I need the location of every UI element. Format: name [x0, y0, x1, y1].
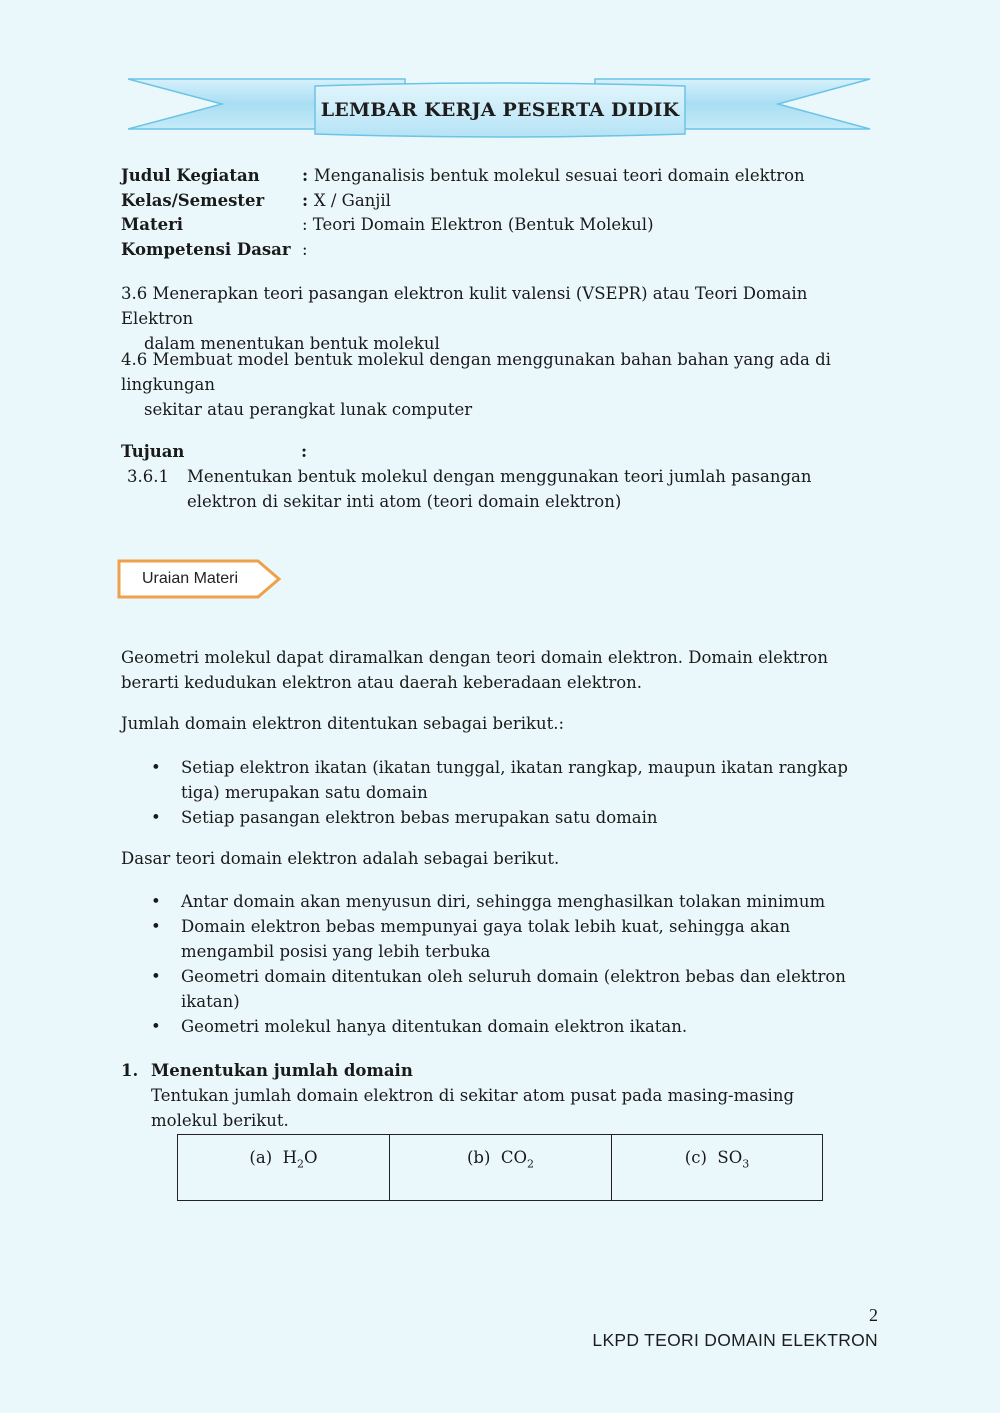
competency-3-6: [121, 281, 881, 356]
list-item: • Antar domain akan menyusun diri, sehingga menghasilkan tolakan minimum: [151, 892, 826, 911]
competency-3-6-line2: dalam menentukan bentuk molekul: [144, 334, 440, 353]
info-judul: Judul Kegiatan : Menganalisis bentuk molekul sesuai teori domain elektron: [121, 164, 805, 188]
list-item: • Geometri domain ditentukan oleh seluruh domain (elektron bebas dan elektron ikatan): [151, 967, 846, 1011]
info-kompetensi: [121, 238, 308, 262]
list-item: • Setiap pasangan elektron bebas merupakan satu domain: [151, 808, 658, 827]
kd-value: :: [302, 240, 308, 259]
competency-4-6-line2: sekitar atau perangkat lunak computer: [144, 400, 473, 419]
footer-title: LKPD TEORI DOMAIN ELEKTRON: [592, 1330, 878, 1350]
exercise-title: [121, 1058, 413, 1083]
competency-3-6-line1: 3.6 Menerapkan teori pasangan elektron kulit valensi (VSEPR) atau Teori Domain Elektron: [121, 284, 808, 328]
list-item: • Domain elektron bebas mempunyai gaya tolak lebih kuat, sehingga akan mengambil posisi yang lebih terbuka: [151, 917, 791, 961]
info-kelas: Kelas/Semester : X / Ganjil: [121, 189, 391, 213]
jumlah-paragraph: Jumlah domain elektron ditentukan sebagai berikut.:: [121, 714, 565, 733]
tujuan-colon: :: [301, 442, 308, 461]
exercise-number: 1.: [121, 1061, 139, 1080]
molecule-cell-co2[interactable]: (b) $CO_2$: [390, 1135, 612, 1201]
kd-label: Kompetensi Dasar: [121, 240, 291, 259]
materi-value: : Teori Domain Elektron (Bentuk Molekul): [302, 215, 654, 234]
kelas-label: Kelas/Semester: [121, 191, 265, 210]
page-title: LEMBAR KERJA PESERTA DIDIK: [320, 99, 680, 121]
dasar-paragraph: Dasar teori domain elektron adalah sebagai berikut.: [121, 849, 560, 868]
competency-4-6: [121, 347, 881, 422]
molecule-cell-h2o[interactable]: (a) $H_2O$: [178, 1135, 390, 1201]
molecule-cell-so3[interactable]: (c) $SO_3$: [612, 1135, 823, 1201]
list-item: • Geometri molekul hanya ditentukan domain elektron ikatan.: [151, 1017, 688, 1036]
section-tag-label: Uraian Materi: [142, 570, 239, 587]
exercise-title-text: Menentukan jumlah domain: [151, 1061, 413, 1080]
tujuan-number: 3.6.1: [127, 467, 169, 486]
list-item: • Setiap elektron ikatan (ikatan tunggal, ikatan rangkap, maupun ikatan rangkap tiga) merupakan satu domain: [151, 758, 848, 802]
page-number: 2: [869, 1305, 878, 1325]
info-materi: [121, 213, 654, 237]
competency-4-6-line1: 4.6 Membuat model bentuk molekul dengan menggunakan bahan bahan yang ada di lingkungan: [121, 350, 831, 394]
molecule-table: [177, 1134, 823, 1201]
exercise-description: Tentukan jumlah domain elektron di sekitar atom pusat pada masing-masing molekul berikut.: [151, 1086, 795, 1130]
tujuan-label: Tujuan: [121, 442, 185, 461]
jumlah-bullet-list: [121, 755, 881, 830]
dasar-bullet-list: [121, 889, 881, 1039]
materi-label: Materi: [121, 215, 184, 234]
tujuan-text: Menentukan bentuk molekul dengan menggunakan teori jumlah pasangan elektron di sekitar inti atom (teori domain elektron): [187, 467, 812, 511]
judul-label: Judul Kegiatan: [121, 166, 260, 185]
judul-value: Menganalisis bentuk molekul sesuai teori domain elektron: [313, 166, 805, 185]
intro-paragraph: Geometri molekul dapat diramalkan dengan teori domain elektron. Domain elektron berarti kedudukan elektron atau daerah keberadaan elektron.: [121, 648, 828, 692]
kelas-value: X / Ganjil: [313, 191, 391, 210]
